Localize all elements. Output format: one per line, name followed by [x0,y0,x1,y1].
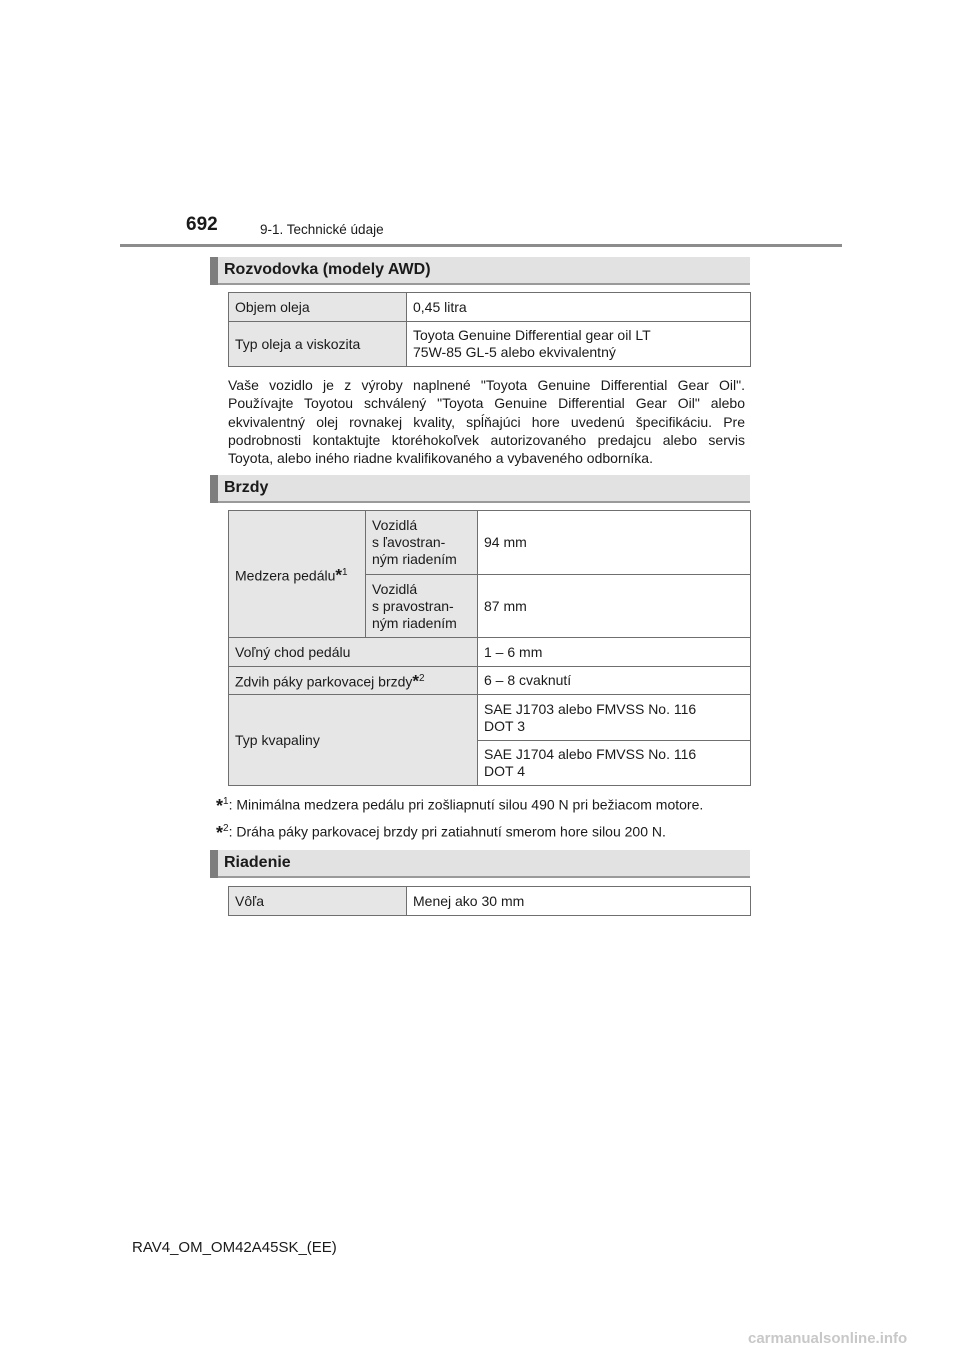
oil-paragraph: Vaše vozidlo je z výroby naplnené "Toyota Genuine Differential Gear Oil". Používajte Toyotou schválený "Toyota Genuine Differential Gear Oil" alebo ekvivalentný olej rovnakej kvality, spĺňajúci hore uvedenú špecifikáciu. Pre podrobnosti kontaktujte ktoréhokoľvek autorizovaného predajcu alebo servis Toyota, alebo iného riadne kvalifikovaného a vybaveného odborníka. [228,377,745,467]
free-play-value: 1 – 6 mm [478,638,751,667]
value-line: DOT 3 [484,717,525,734]
footnote-2 [216,820,666,841]
table-row [229,638,751,667]
value-line: DOT 4 [484,763,525,779]
steering-spec-table [228,886,751,916]
footnote-star: * [216,822,224,843]
footnote-number: 2 [419,673,425,685]
footnote-number: 2 [223,823,229,834]
section-header-steering [210,850,750,878]
row-value: Menej ako 30 mm [407,887,751,916]
table-row [229,695,751,741]
row-value [407,322,751,367]
watermark: carmanualsonline.info [748,1330,908,1347]
row-value: 0,45 litra [407,293,751,322]
value-line: 75W-85 GL-5 alebo ekvivalentný [413,344,616,360]
lever-travel-value: 6 – 8 cvaknutí [478,667,751,695]
section-marker [210,257,218,285]
fluid-value-dot3 [478,695,751,741]
table-row [229,322,751,367]
page-number: 692 [186,214,218,235]
rhd-value: 87 mm [478,575,751,638]
label-line: Vozidlá [372,517,418,533]
pedal-gap-label [229,511,366,638]
lhd-value: 94 mm [478,511,751,575]
footnote-number: 1 [223,796,229,807]
label-text: Medzera pedálu [235,567,336,584]
transfer-spec-table [228,292,751,367]
footnote-1 [216,793,703,814]
section-header-brakes [210,475,750,503]
row-label: Objem oleja [229,293,407,322]
table-row [229,667,751,695]
footnote-star: * [335,565,343,585]
value-line: SAE J1703 alebo FMVSS No. 116 [484,700,697,717]
lhd-label [366,511,478,575]
header-divider [120,244,842,247]
section-title: Brzdy [224,479,269,496]
footnote-number: 1 [342,566,348,578]
table-row [229,293,751,322]
chapter-title: 9-1. Technické údaje [260,222,384,237]
value-line: Toyota Genuine Differential gear oil LT [413,327,651,343]
section-marker [210,475,218,503]
row-label: Typ oleja a viskozita [229,322,407,367]
section-title: Rozvodovka (modely AWD) [224,261,431,278]
label-line: s ľavostran- [372,534,446,550]
section-title: Riadenie [224,854,291,871]
lever-travel-label [229,667,478,695]
table-row [229,887,751,916]
label-line: Vozidlá [372,580,418,597]
fluid-value-dot4 [478,741,751,786]
label-line: ným riadením [372,551,457,567]
rhd-label [366,575,478,638]
footnote-text: : Dráha páky parkovacej brzdy pri zatiahnutí smerom hore silou 200 N. [228,823,666,840]
label-line: ným riadením [372,614,457,631]
section-header-transfer [210,257,750,285]
footnote-star: * [412,671,420,691]
footnote-star: * [216,795,224,816]
label-text: Zdvih páky parkovacej brzdy [235,673,413,690]
value-line: SAE J1704 alebo FMVSS No. 116 [484,746,697,762]
section-marker [210,850,218,878]
row-label: Vôľa [229,887,407,916]
label-line: s pravostran- [372,597,454,614]
brakes-spec-table [228,510,751,786]
fluid-type-label: Typ kvapaliny [229,695,478,786]
document-code: RAV4_OM_OM42A45SK_(EE) [132,1239,337,1256]
footnote-text: : Minimálna medzera pedálu pri zošliapnutí silou 490 N pri bežiacom motore. [228,796,704,813]
table-row [229,511,751,575]
free-play-label: Voľný chod pedálu [229,638,478,667]
